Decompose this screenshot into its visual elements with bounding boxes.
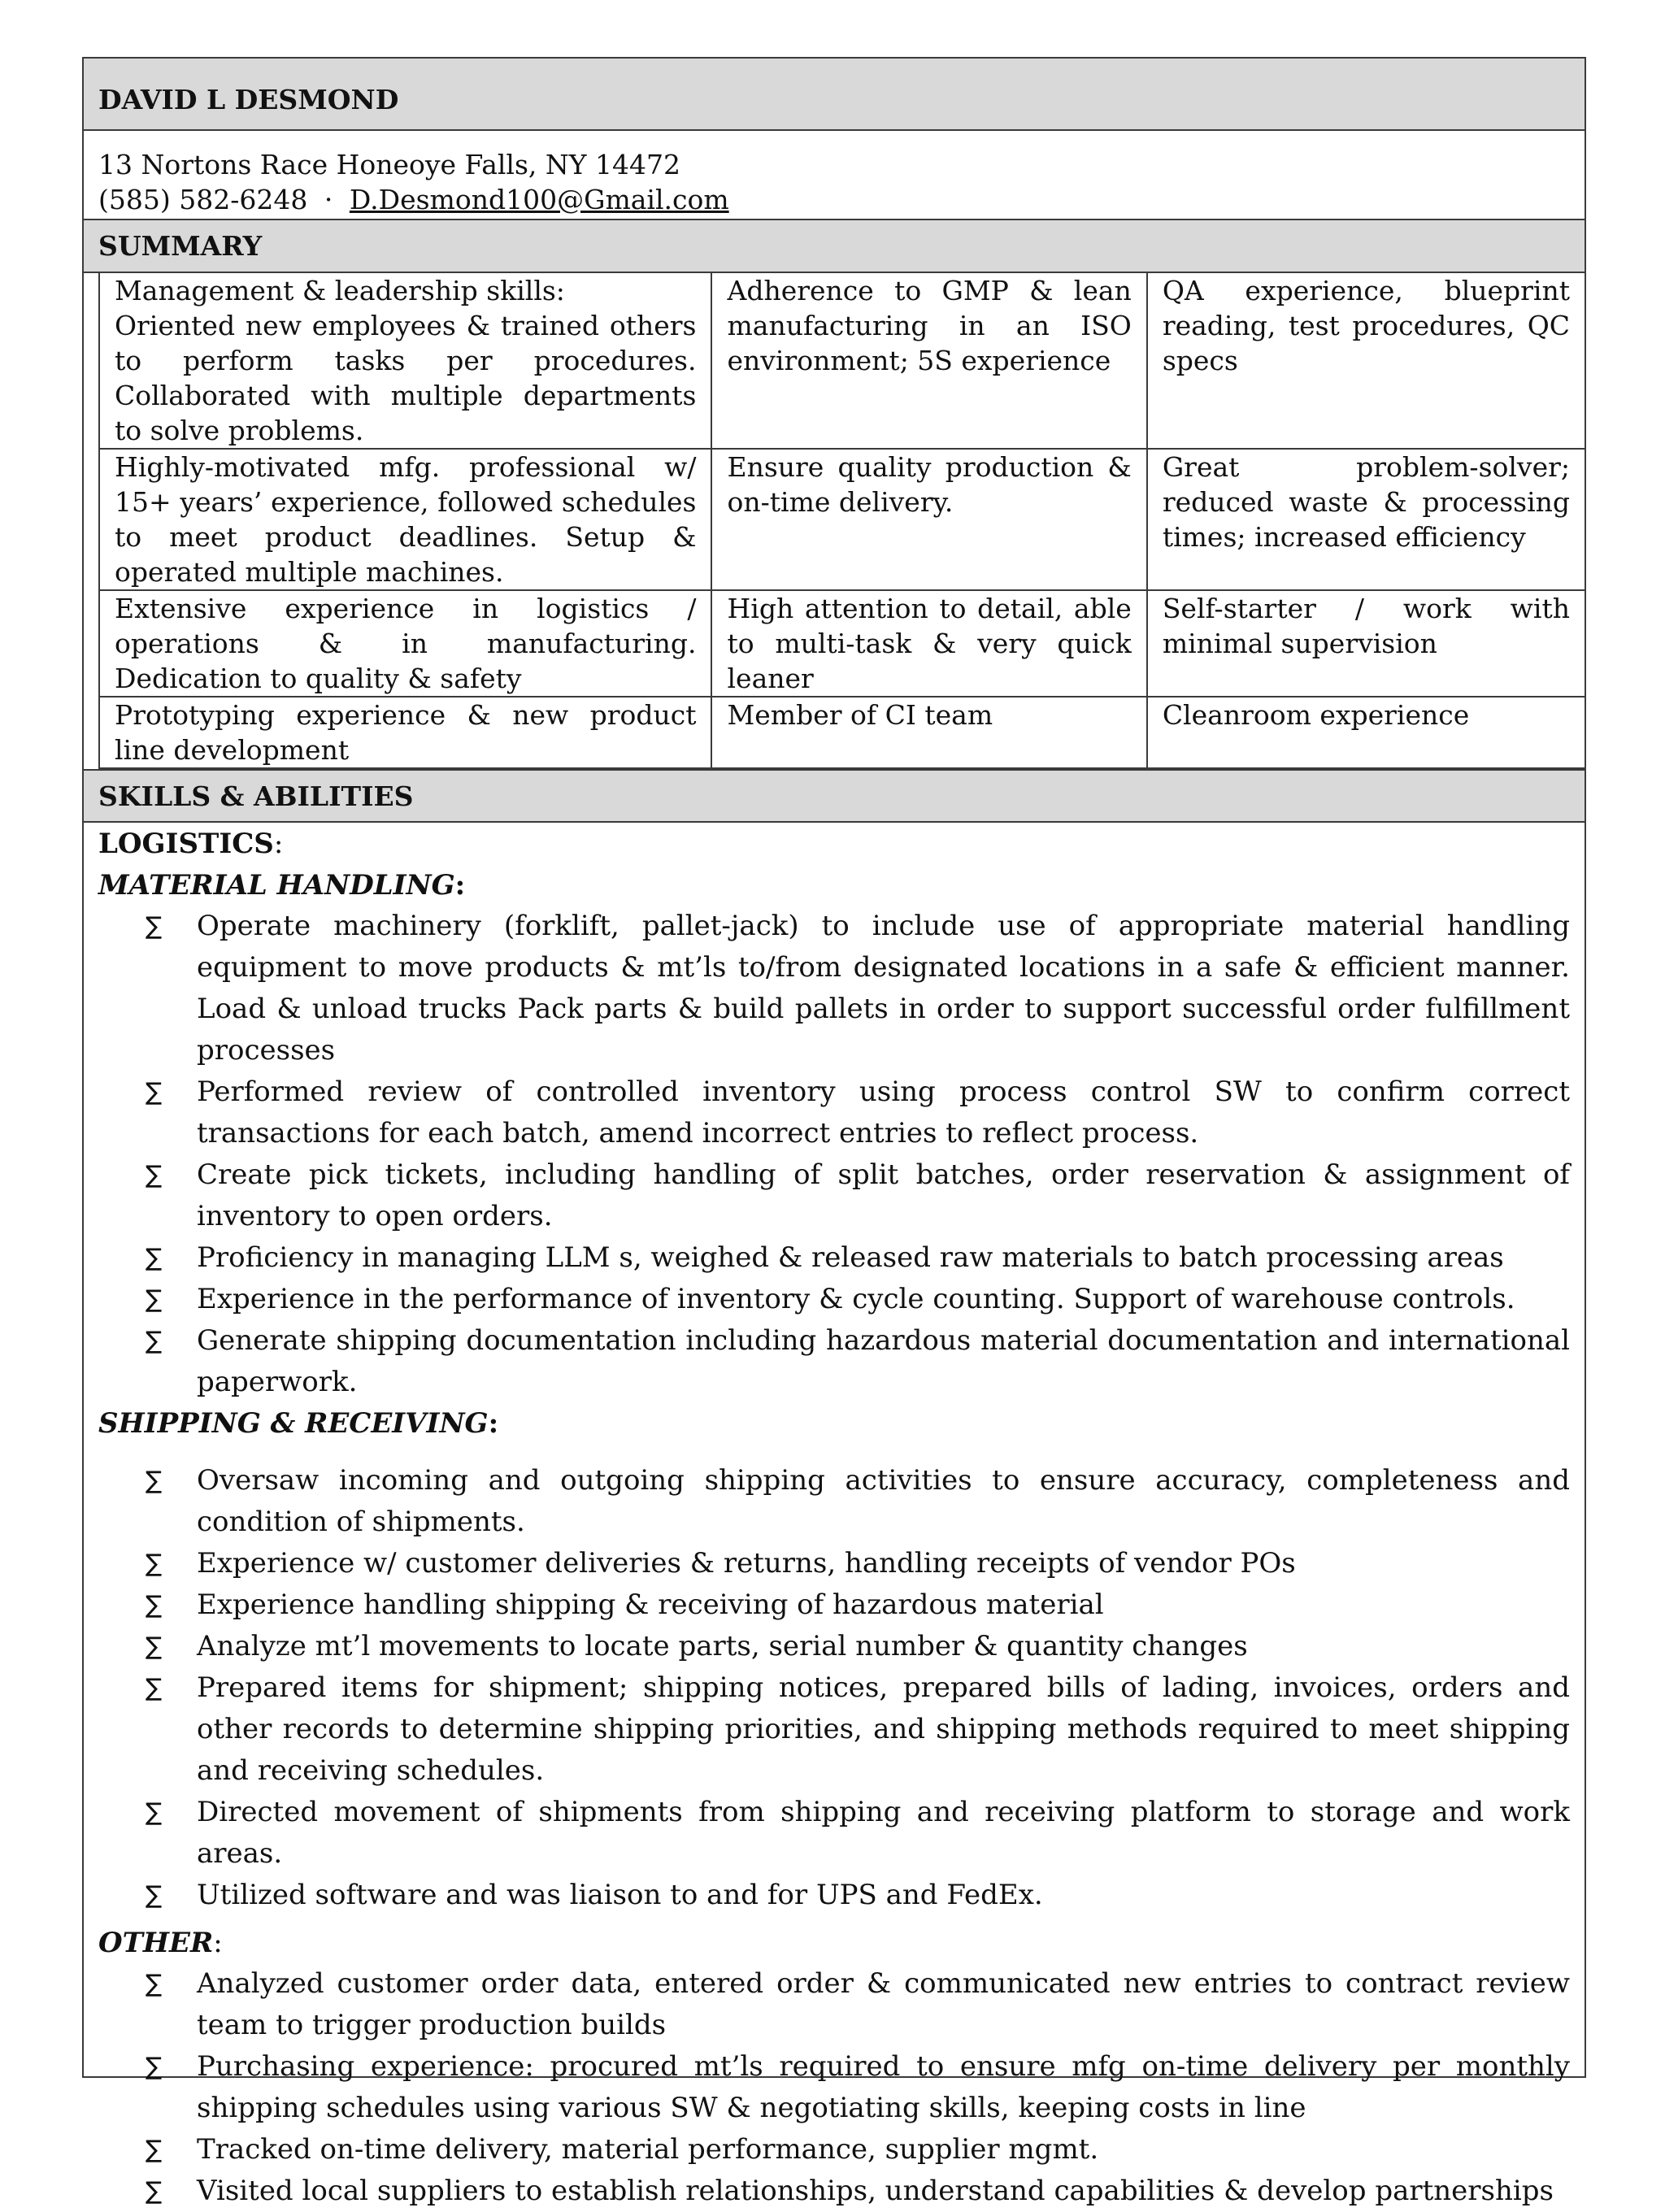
summary-cell <box>1147 449 1585 590</box>
summary-cell-text: Oriented new employees & trained others to perform tasks per procedures. Collaborated with multiple departments to solve problems. <box>115 310 697 446</box>
other-heading <box>98 1923 1570 1963</box>
bullet-icon: ∑ <box>146 1798 163 1827</box>
bullet-icon: ∑ <box>146 2177 163 2205</box>
candidate-name: DAVID L DESMOND <box>98 84 399 115</box>
summary-cell <box>99 449 711 590</box>
list-item-text: Experience handling shipping & receiving of hazardous material <box>197 1588 1104 1621</box>
shipping-receiving-list <box>98 1460 1570 1916</box>
material-handling-list <box>98 906 1570 1403</box>
list-item-text: Generate shipping documentation including hazardous material documentation and international paperwork. <box>197 1324 1570 1398</box>
summary-cell-text: Extensive experience in logistics / operations & in manufacturing. Dedication to quality & safety <box>115 593 697 694</box>
bullet-icon: ∑ <box>146 2053 163 2081</box>
summary-cell-text: Management & leadership skills: <box>115 275 565 306</box>
list-item <box>98 906 1570 1071</box>
list-item <box>98 1626 1570 1667</box>
list-item-text: Tracked on-time delivery, material performance, supplier mgmt. <box>197 2133 1099 2166</box>
list-item <box>98 1963 1570 2046</box>
material-handling-colon: : <box>454 869 466 902</box>
summary-row <box>99 697 1585 768</box>
logistics-colon: : <box>273 828 284 860</box>
other-list <box>98 1963 1570 2212</box>
list-item-text: Utilized software and was liaison to and for UPS and FedEx. <box>197 1879 1043 1911</box>
bullet-icon: ∑ <box>146 1285 163 1314</box>
summary-cell-text: High attention to detail, able to multi-task & very quick leaner <box>727 593 1132 694</box>
list-item-text: Visited local suppliers to establish relationships, understand capabilities & develop partnerships <box>197 2175 1554 2207</box>
skills-title: SKILLS & ABILITIES <box>98 780 414 812</box>
bullet-icon: ∑ <box>146 1467 163 1495</box>
shipping-receiving-heading <box>98 1403 1570 1444</box>
list-item <box>98 1154 1570 1237</box>
list-item <box>98 1543 1570 1584</box>
bullet-icon: ∑ <box>146 1327 163 1355</box>
list-item <box>98 1875 1570 1916</box>
list-item <box>98 1460 1570 1543</box>
list-item <box>98 1792 1570 1875</box>
list-item <box>98 2046 1570 2129</box>
summary-cell <box>711 697 1146 768</box>
material-handling-heading <box>98 865 1570 906</box>
summary-cell-text: Highly-motivated mfg. professional w/ 15+ years’ experience, followed schedules to meet product deadlines. Setup & operated multiple machines. <box>115 451 697 588</box>
bullet-icon: ∑ <box>146 1970 163 1998</box>
summary-cell <box>1147 697 1585 768</box>
bullet-icon: ∑ <box>146 1244 163 1272</box>
summary-cell-text: Great problem-solver; reduced waste & processing times; increased efficiency <box>1162 451 1570 553</box>
email-link[interactable]: D.Desmond100@Gmail.com <box>349 184 729 215</box>
bullet-icon: ∑ <box>146 1078 163 1106</box>
summary-cell-text: Self-starter / work with minimal supervision <box>1162 593 1570 659</box>
bullet-icon: ∑ <box>146 1591 163 1619</box>
shipping-receiving-colon: : <box>488 1407 499 1440</box>
bullet-icon: ∑ <box>146 2136 163 2164</box>
summary-cell-text: QA experience, blueprint reading, test procedures, QC specs <box>1162 275 1570 376</box>
summary-cell <box>99 697 711 768</box>
summary-row <box>99 590 1585 697</box>
list-item-text: Proficiency in managing LLM s, weighed & released raw materials to batch processing areas <box>197 1241 1504 1274</box>
summary-cell-text: Ensure quality production & on-time delivery. <box>727 451 1132 518</box>
list-item <box>98 1071 1570 1154</box>
summary-cell <box>1147 590 1585 697</box>
list-item <box>98 2171 1570 2212</box>
list-item-text: Directed movement of shipments from shipping and receiving platform to storage and work areas. <box>197 1796 1570 1870</box>
summary-cell <box>1147 273 1585 449</box>
material-handling-label: MATERIAL HANDLING <box>98 869 455 902</box>
bullet-icon: ∑ <box>146 1549 163 1578</box>
list-item <box>98 1584 1570 1626</box>
list-item-text: Oversaw incoming and outgoing shipping activities to ensure accuracy, completeness and condition of shipments. <box>197 1464 1570 1538</box>
list-item <box>98 1279 1570 1320</box>
summary-cell <box>711 273 1146 449</box>
summary-title: SUMMARY <box>98 230 263 262</box>
phone-email-line <box>98 182 1570 217</box>
summary-cell-text: Prototyping experience & new product line development <box>115 699 697 766</box>
summary-cell-text: Cleanroom experience <box>1162 699 1470 731</box>
summary-cell <box>99 273 711 449</box>
bullet-icon: ∑ <box>146 912 163 941</box>
list-item <box>98 1320 1570 1403</box>
summary-cell-text: Adherence to GMP & lean manufacturing in an ISO environment; 5S experience <box>727 275 1132 376</box>
list-item-text: Purchasing experience: procured mt’ls required to ensure mfg on-time delivery per monthly shipping schedules using various SW & negotiating skills, keeping costs in line <box>197 2050 1570 2124</box>
bullet-icon: ∑ <box>146 1674 163 1702</box>
resume-page <box>82 57 1586 2207</box>
phone-number: (585) 582-6248 <box>98 184 308 215</box>
list-item-text: Create pick tickets, including handling of split batches, order reservation & assignment of inventory to open orders. <box>197 1158 1570 1232</box>
list-item-text: Operate machinery (forklift, pallet-jack) to include use of appropriate material handling equipment to move products & mt’ls to/from designated locations in a safe & efficient manner. Load & unload trucks Pack parts & build pallets in order to support successful order fulfillment processes <box>197 910 1570 1067</box>
list-item <box>98 1667 1570 1792</box>
list-item <box>98 2129 1570 2171</box>
contact-separator: · <box>324 184 333 215</box>
other-colon: : <box>213 1927 223 1959</box>
list-item-text: Prepared items for shipment; shipping notices, prepared bills of lading, invoices, orders and other records to determine shipping priorities, and shipping methods required to meet shipping and receiving schedules. <box>197 1671 1570 1787</box>
bullet-icon: ∑ <box>146 1632 163 1661</box>
contact-block <box>84 131 1585 220</box>
summary-row <box>99 273 1585 449</box>
logistics-heading <box>98 823 1570 865</box>
summary-section-header <box>84 220 1585 273</box>
address-line: 13 Nortons Race Honeoye Falls, NY 14472 <box>98 149 681 180</box>
name-header <box>84 59 1585 131</box>
skills-body <box>84 823 1585 2212</box>
list-item-text: Experience in the performance of inventory & cycle counting. Support of warehouse controls. <box>197 1283 1515 1315</box>
list-item-text: Experience w/ customer deliveries & returns, handling receipts of vendor POs <box>197 1547 1296 1580</box>
list-item-text: Performed review of controlled inventory using process control SW to confirm correct transactions for each batch, amend incorrect entries to reflect process. <box>197 1076 1570 1149</box>
summary-cell <box>711 449 1146 590</box>
other-label: OTHER <box>98 1927 214 1959</box>
shipping-receiving-label: SHIPPING & RECEIVING <box>98 1407 489 1440</box>
skills-section-header <box>84 769 1585 823</box>
bullet-icon: ∑ <box>146 1881 163 1910</box>
summary-cell-text: Member of CI team <box>727 699 993 731</box>
summary-cell <box>99 590 711 697</box>
list-item-text: Analyze mt’l movements to locate parts, serial number & quantity changes <box>197 1630 1248 1662</box>
logistics-label: LOGISTICS <box>98 828 274 860</box>
list-item-text: Analyzed customer order data, entered order & communicated new entries to contract review team to trigger production builds <box>197 1967 1570 2041</box>
list-item <box>98 1237 1570 1279</box>
summary-cell <box>711 590 1146 697</box>
summary-table <box>98 273 1586 769</box>
bullet-icon: ∑ <box>146 1161 163 1189</box>
summary-row <box>99 449 1585 590</box>
